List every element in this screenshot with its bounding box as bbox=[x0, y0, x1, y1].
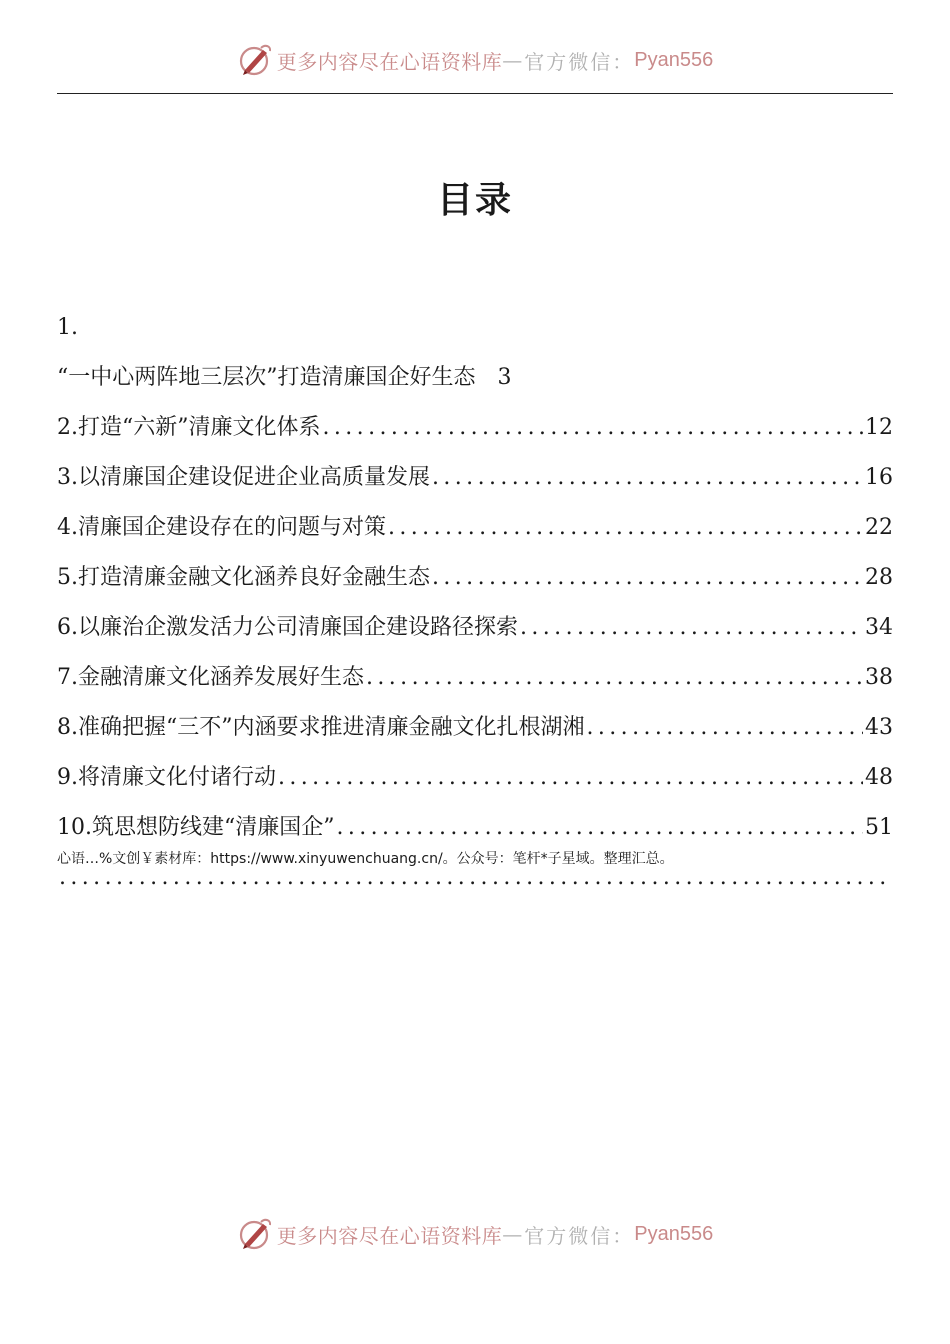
toc-item-page: 34 bbox=[865, 615, 893, 640]
toc-item-label: 4.清廉国企建设存在的问题与对策 bbox=[57, 515, 386, 540]
table-of-contents bbox=[57, 303, 893, 903]
toc-item-9[interactable] bbox=[57, 753, 893, 803]
header-separator: — bbox=[502, 48, 525, 72]
toc-item-label: 7.金融清廉文化涵养发展好生态 bbox=[57, 665, 364, 690]
toc-item-1-number[interactable]: 1. bbox=[57, 315, 78, 340]
footer-wechat-label: 官方微信： bbox=[524, 1223, 635, 1248]
toc-dot-leader bbox=[323, 403, 864, 453]
pen-logo-icon bbox=[237, 42, 273, 78]
toc-item-8[interactable] bbox=[57, 703, 893, 753]
footer-wechat-id: Pyan556 bbox=[634, 1222, 714, 1245]
footer-banner bbox=[0, 1214, 950, 1254]
toc-item-label: 10.筑思想防线建“清廉国企” bbox=[57, 815, 335, 840]
toc-item-page: 43 bbox=[865, 715, 893, 740]
toc-item-2[interactable] bbox=[57, 403, 893, 453]
source-note: 心语…%文创￥素材库：https://www.xinyuwenchuang.cn/。公众号：笔杆*子星域。整理汇总。 bbox=[57, 851, 674, 867]
toc-item-page: 12 bbox=[865, 415, 893, 440]
toc-item-page: 22 bbox=[865, 515, 893, 540]
footer-promo-text: 更多内容尽在心语资料库 bbox=[276, 1223, 503, 1248]
header-rule bbox=[57, 93, 893, 94]
toc-dot-leader bbox=[336, 803, 863, 853]
header-wechat-id: Pyan556 bbox=[634, 48, 714, 71]
toc-item-page: 16 bbox=[865, 465, 893, 490]
toc-dot-leader bbox=[388, 503, 863, 553]
header-promo-text: 更多内容尽在心语资料库 bbox=[276, 49, 503, 74]
toc-item-4[interactable] bbox=[57, 503, 893, 553]
toc-item-10[interactable] bbox=[57, 803, 893, 853]
toc-dot-leader bbox=[520, 603, 863, 653]
header-banner bbox=[0, 40, 950, 80]
toc-item-1-title: “一中心两阵地三层次”打造清廉国企好生态 bbox=[57, 365, 476, 390]
toc-item-page: 38 bbox=[865, 665, 893, 690]
toc-item-label: 5.打造清廉金融文化涵养良好金融生态 bbox=[57, 565, 430, 590]
toc-item-7[interactable] bbox=[57, 653, 893, 703]
toc-item-6[interactable] bbox=[57, 603, 893, 653]
toc-dot-leader bbox=[432, 553, 863, 603]
page-title: 目录 bbox=[436, 179, 513, 221]
toc-dot-leader bbox=[432, 453, 863, 503]
toc-dot-leader bbox=[366, 653, 863, 703]
toc-item-page: 51 bbox=[865, 815, 893, 840]
footer-separator: — bbox=[502, 1222, 525, 1246]
pen-logo-icon bbox=[237, 1216, 273, 1252]
toc-item-1[interactable] bbox=[57, 353, 893, 403]
toc-item-label: 3.以清廉国企建设促进企业高质量发展 bbox=[57, 465, 430, 490]
toc-item-page: 48 bbox=[865, 765, 893, 790]
toc-item-label: 9.将清廉文化付诸行动 bbox=[57, 765, 276, 790]
toc-item-page: 28 bbox=[865, 565, 893, 590]
header-wechat-label: 官方微信： bbox=[524, 49, 635, 74]
toc-item-label: 8.准确把握“三不”内涵要求推进清廉金融文化扎根湖湘 bbox=[57, 715, 585, 740]
toc-dot-leader bbox=[278, 753, 863, 803]
toc-dot-leader bbox=[587, 703, 864, 753]
toc-item-label: 6.以廉治企激发活力公司清廉国企建设路径探索 bbox=[57, 615, 518, 640]
toc-item-1-page: 3 bbox=[497, 365, 512, 390]
toc-item-3[interactable] bbox=[57, 453, 893, 503]
toc-item-5[interactable] bbox=[57, 553, 893, 603]
toc-item-label: 2.打造“六新”清廉文化体系 bbox=[57, 415, 321, 440]
